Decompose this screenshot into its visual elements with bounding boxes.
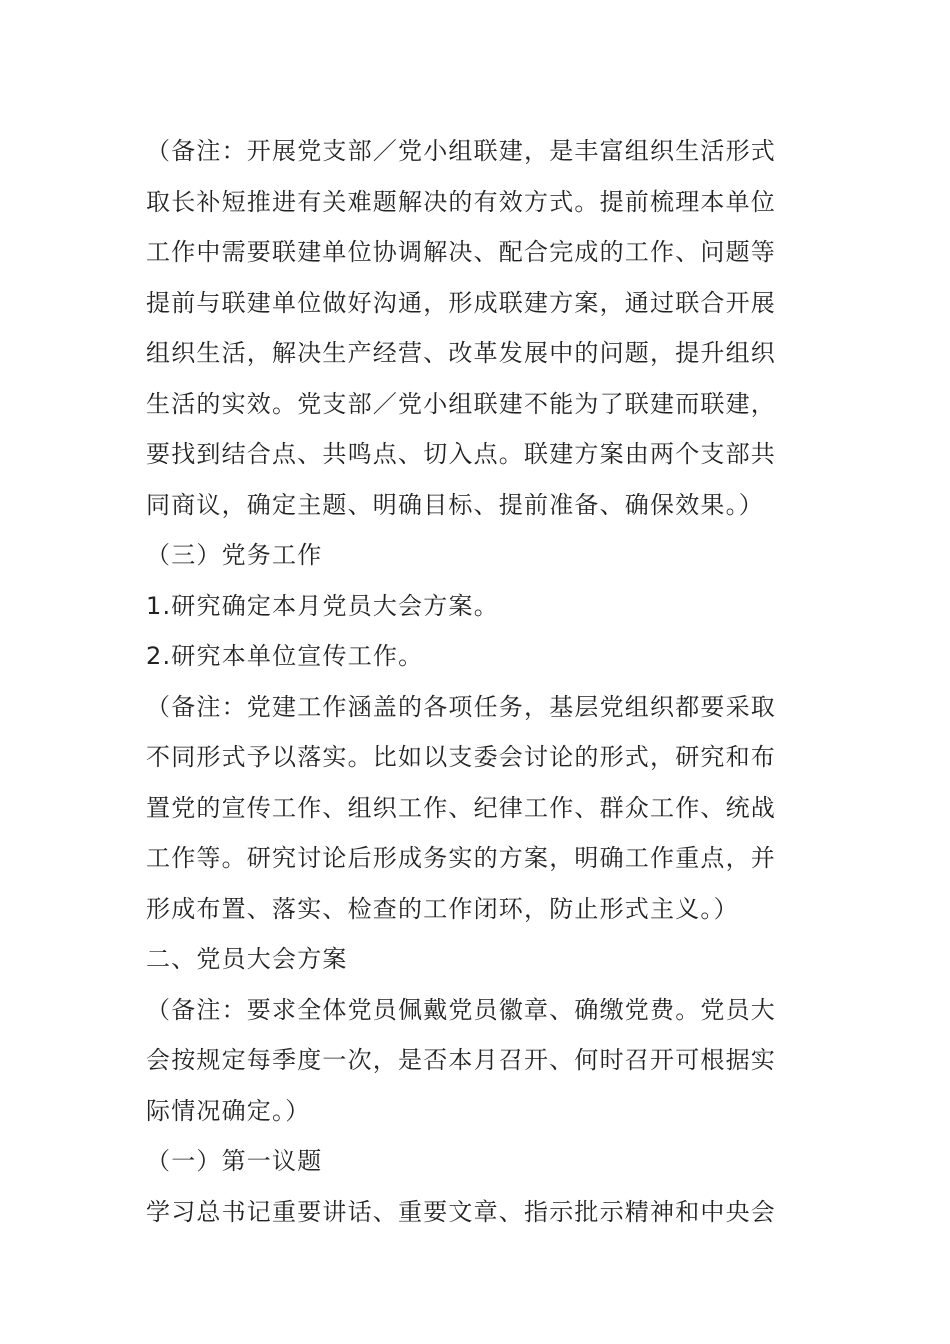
text-line: 取长补短推进有关难题解决的有效方式。提前梳理本单位	[146, 187, 776, 216]
text-line: （备注：党建工作涵盖的各项任务，基层党组织都要采取	[146, 692, 776, 721]
text-line: 工作中需要联建单位协调解决、配合完成的工作、问题等	[146, 238, 776, 266]
text-line: 组织生活，解决生产经营、改革发展中的问题，提升组织	[146, 339, 776, 367]
text-line: 会按规定每季度一次，是否本月召开、何时召开可根据实	[146, 1046, 776, 1074]
text-line: （备注：开展党支部／党小组联建，是丰富组织生活形式	[146, 137, 776, 165]
document-body	[146, 126, 810, 1237]
section-heading: 二、党员大会方案	[146, 945, 348, 973]
list-item: 1.研究确定本月党员大会方案。	[146, 591, 499, 620]
text-line: 形成布置、落实、检查的工作闭环，防止形式主义。）	[146, 894, 739, 923]
text-line: 工作等。研究讨论后形成务实的方案，明确工作重点，并	[146, 844, 776, 872]
text-line: 置党的宣传工作、组织工作、纪律工作、群众工作、统战	[146, 793, 776, 822]
text-line: 不同形式予以落实。比如以支委会讨论的形式，研究和布	[146, 743, 776, 771]
text-line: （备注：要求全体党员佩戴党员徽章、确缴党费。党员大	[146, 995, 776, 1024]
text-line: 同商议，确定主题、明确目标、提前准备、确保效果。）	[146, 490, 764, 519]
text-line: 要找到结合点、共鸣点、切入点。联建方案由两个支部共	[146, 440, 776, 468]
section-heading: （三）党务工作	[146, 541, 323, 569]
text-line: 提前与联建单位做好沟通，形成联建方案，通过联合开展	[146, 288, 776, 317]
section-heading: （一）第一议题	[146, 1147, 323, 1175]
text-line: 学习总书记重要讲话、重要文章、指示批示精神和中央会	[146, 1197, 776, 1226]
text-line: 生活的实效。党支部／党小组联建不能为了联建而联建，	[146, 389, 776, 418]
list-item: 2.研究本单位宣传工作。	[146, 642, 424, 670]
text-line: 际情况确定。）	[146, 1096, 311, 1125]
